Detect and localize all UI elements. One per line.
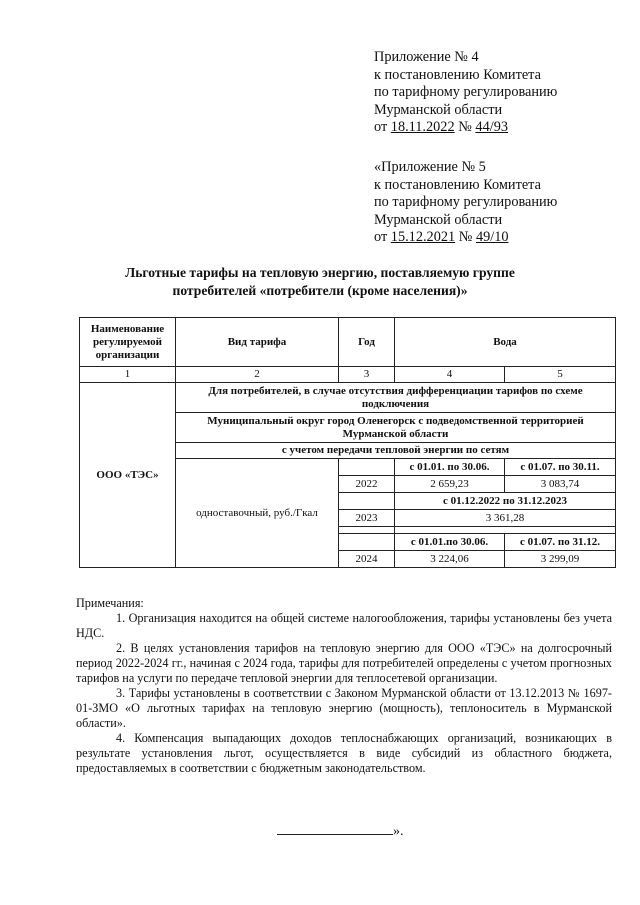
empty-cell xyxy=(339,493,395,510)
header-tariff-type: Вид тарифа xyxy=(176,318,339,367)
appendix-line: Приложение № 4 xyxy=(374,49,479,65)
organization-name: ООО «ТЭС» xyxy=(80,383,176,568)
year-cell: 2024 xyxy=(339,551,395,568)
appendix-line: Мурманской области xyxy=(374,101,503,118)
period-label: с 01.07. по 30.11. xyxy=(505,459,616,476)
tariff-value: 3 361,28 xyxy=(395,510,616,527)
tariff-value: 2 659,23 xyxy=(395,476,505,493)
section-consumers: Для потребителей, в случае отсутствия дифференциации тарифов по схеме подключения xyxy=(176,383,616,413)
tariff-value: 3 224,06 xyxy=(395,551,505,568)
header-org: Наименование регулируемой организации xyxy=(80,318,176,367)
column-number: 2 xyxy=(176,367,339,383)
empty-cell xyxy=(395,527,616,534)
appendix-date-line xyxy=(374,229,624,247)
tariff-value: 3 083,74 xyxy=(505,476,616,493)
number-prefix: № xyxy=(458,119,472,135)
resolution-date: 15.12.2021 xyxy=(390,229,456,245)
empty-cell xyxy=(339,534,395,551)
appendix-line: к постановлению Комитета xyxy=(374,176,541,193)
header-year: Год xyxy=(339,318,395,367)
appendix-line: Мурманской области xyxy=(374,211,503,228)
empty-cell xyxy=(339,527,395,534)
note-item: 3. Тарифы установлены в соответствии с Законом Мурманской области от 13.12.2013 № 1697-01-ЗМО «О льготных тарифах на тепловую энергию (мощность), теплоноситель в Мурманской области». xyxy=(76,686,612,730)
column-number-row xyxy=(80,367,616,383)
appendix-line: «Приложение № 5 xyxy=(374,159,486,175)
appendix-header-current xyxy=(374,49,624,137)
notes-heading: Примечания: xyxy=(76,596,144,610)
table-header-row xyxy=(80,318,616,367)
empty-cell xyxy=(339,459,395,476)
closing-quote: ». xyxy=(393,824,404,839)
header-water: Вода xyxy=(395,318,616,367)
column-number: 4 xyxy=(395,367,505,383)
appendix-line: к постановлению Комитета xyxy=(374,66,541,83)
year-cell: 2022 xyxy=(339,476,395,493)
period-label: с 01.01. по 30.06. xyxy=(395,459,505,476)
tariff-table xyxy=(79,317,616,568)
note-item: 2. В целях установления тарифов на тепловую энергию для ООО «ТЭС» на долгосрочный период 2022-2024 гг., начиная с 2024 года, тарифы для потребителей определены с учетом прогнозных тарифов на услуги по передаче тепловой энергии для теплосетевой организации. xyxy=(76,641,612,685)
resolution-number: 44/93 xyxy=(475,119,508,135)
date-prefix: от xyxy=(374,119,388,135)
period-label: с 01.07. по 31.12. xyxy=(505,534,616,551)
section-municipality: Муниципальный округ город Оленегорск с подведомственной территорией Мурманской области xyxy=(176,413,616,443)
closing-line xyxy=(277,822,404,840)
appendix-header-previous xyxy=(374,159,624,247)
note-item: 1. Организация находится на общей системе налогообложения, тарифы установлены без учета НДС. xyxy=(76,611,612,640)
appendix-line: по тарифному регулированию xyxy=(374,194,558,210)
resolution-date: 18.11.2022 xyxy=(390,119,455,135)
period-label: с 01.12.2022 по 31.12.2023 xyxy=(395,493,616,510)
title-line: потребителей «потребители (кроме населения)» xyxy=(172,283,468,298)
column-number: 1 xyxy=(80,367,176,383)
document-title xyxy=(80,264,560,300)
note-item: 4. Компенсация выпадающих доходов теплоснабжающих организаций, возникающих в результате установления льгот, осуществляется в виде субсидий из областного бюджета, предоставляемых в соответствии с бюджетным законодательством. xyxy=(76,731,612,775)
table-row xyxy=(80,383,616,413)
date-prefix: от xyxy=(374,229,388,245)
number-prefix: № xyxy=(458,229,473,245)
section-transmission: с учетом передачи тепловой энергии по сетям xyxy=(176,443,616,459)
title-line: Льготные тарифы на тепловую энергию, поставляемую группе xyxy=(125,265,515,280)
column-number: 3 xyxy=(339,367,395,383)
period-label: с 01.01.по 30.06. xyxy=(395,534,505,551)
column-number: 5 xyxy=(505,367,616,383)
tariff-name: одноставочный, руб./Гкал xyxy=(176,459,339,568)
appendix-line: по тарифному регулированию xyxy=(374,84,558,100)
resolution-number: 49/10 xyxy=(475,229,509,245)
year-cell: 2023 xyxy=(339,510,395,527)
notes-section xyxy=(76,596,612,776)
appendix-date-line xyxy=(374,119,624,137)
signature-underline xyxy=(277,822,393,835)
tariff-value: 3 299,09 xyxy=(505,551,616,568)
